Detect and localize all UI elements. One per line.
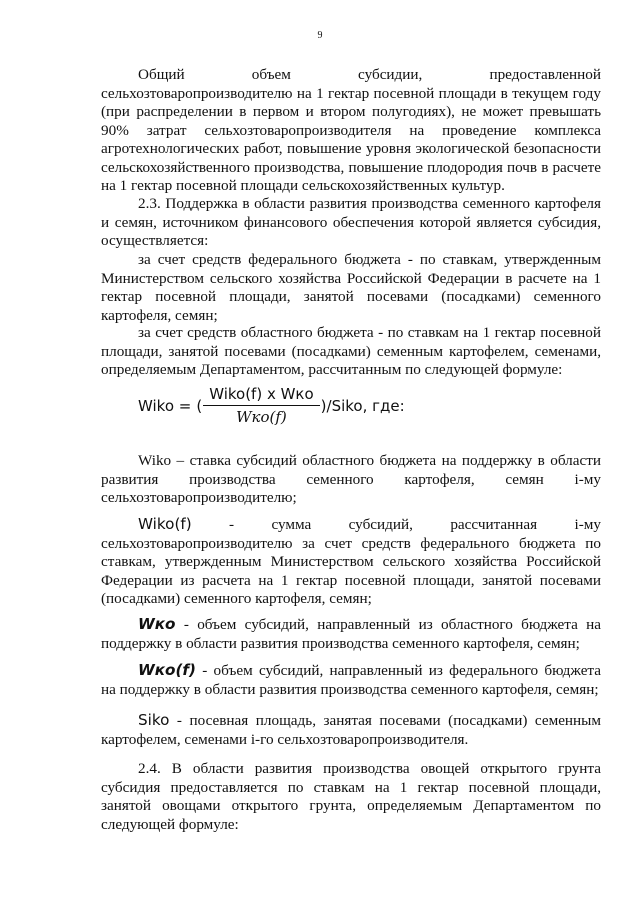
formula-denominator: Wко(f): [236, 408, 287, 426]
definition-wko-f: [101, 661, 601, 699]
definition-text: [101, 661, 601, 699]
definition-body: - объем субсидий, направленный из федерального бюджета на поддержку в области развития производства семенного картофеля, семян;: [101, 662, 601, 698]
definition-body: - сумма субсидий, рассчитанная i-му сельхозтоваропроизводителю за счет средств федерального бюджета по ставкам, утвержденным Министерством сельского хозяйства Российской Федерации из расчета на 1 гектар посевной площади, занятой посевами (посадками) семенного картофеля, семян;: [101, 516, 601, 607]
definition-symbol: Wiko(f): [138, 515, 192, 533]
definition-wko: [101, 615, 601, 653]
formula-open-paren: (: [196, 396, 203, 415]
definition-text: [101, 711, 601, 749]
definition-body: - объем субсидий, направленный из областного бюджета на поддержку в области развития производства семенного картофеля, семян;: [101, 616, 601, 652]
paragraph-subsidy-limit: [101, 66, 601, 196]
definition-text: [101, 515, 601, 609]
definition-symbol: Siko: [138, 711, 170, 729]
paragraph-2-4: [101, 760, 601, 834]
definition-wiko-f: [101, 515, 601, 609]
paragraph-text: за счет средств федерального бюджета - по ставкам, утвержденным Министерством сельского хозяйства Российской Федерации в расчете на 1 гектар посевной площади, занятой посевами (посадками) семенного картофеля, семян;: [101, 251, 601, 324]
formula-fraction: [203, 385, 319, 426]
definition-body: - посевная площадь, занятая посевами (посадками) семенным картофелем, семенами i-го сельхозтоваропроизводителя.: [101, 712, 601, 748]
formula-tail: )/Siko, где:: [320, 396, 405, 415]
paragraph-text: за счет средств областного бюджета - по ставкам на 1 гектар посевной площади, занятой посевами (посадками) семенным картофелем, семенами, определяемым Департаментом, рассчитанным по следующей формуле:: [101, 324, 601, 378]
definition-wiko: [101, 452, 601, 508]
definition-text: Wiko – ставка субсидий областного бюджета на поддержку в области развития производства семенного картофеля, семян i-му сельхозтоваропроизводителю;: [101, 452, 601, 506]
definition-symbol: Wко(f): [138, 661, 196, 679]
paragraph-regional-budget: [101, 324, 601, 380]
definition-siko: [101, 711, 601, 749]
paragraph-federal-budget: [101, 251, 601, 325]
formula-wiko: [138, 385, 405, 426]
page-number: 9: [317, 30, 323, 41]
definition-symbol: Wко: [138, 615, 176, 633]
paragraph-text: Общий объем субсидии, предоставленной сельхозтоваропроизводителю на 1 гектар посевной площади в текущем году (при распределении в первом и втором полугодиях), не может превышать 90% затрат сельхозтоваропроизводителя на проведение комплекса агротехнологических работ, повышение уровня экологической безопасности сельскохозяйственного производства, повышение плодородия почв в расчете на 1 гектар посевной площади сельскохозяйственных культур.: [101, 66, 601, 194]
formula-numerator: Wiko(f) x Wко: [203, 385, 319, 406]
paragraph-text: 2.4. В области развития производства овощей открытого грунта субсидия предоставляется по ставкам на 1 гектар посевной площади, занятой овощами открытого грунта, определяемым Департаментом по следующей формуле:: [101, 760, 601, 833]
paragraph-2-3: [101, 195, 601, 251]
paragraph-text: 2.3. Поддержка в области развития производства семенного картофеля и семян, источником финансового обеспечения которой является субсидия, осуществляется:: [101, 195, 601, 249]
definition-text: [101, 615, 601, 653]
formula-lhs: Wiko =: [138, 396, 192, 415]
